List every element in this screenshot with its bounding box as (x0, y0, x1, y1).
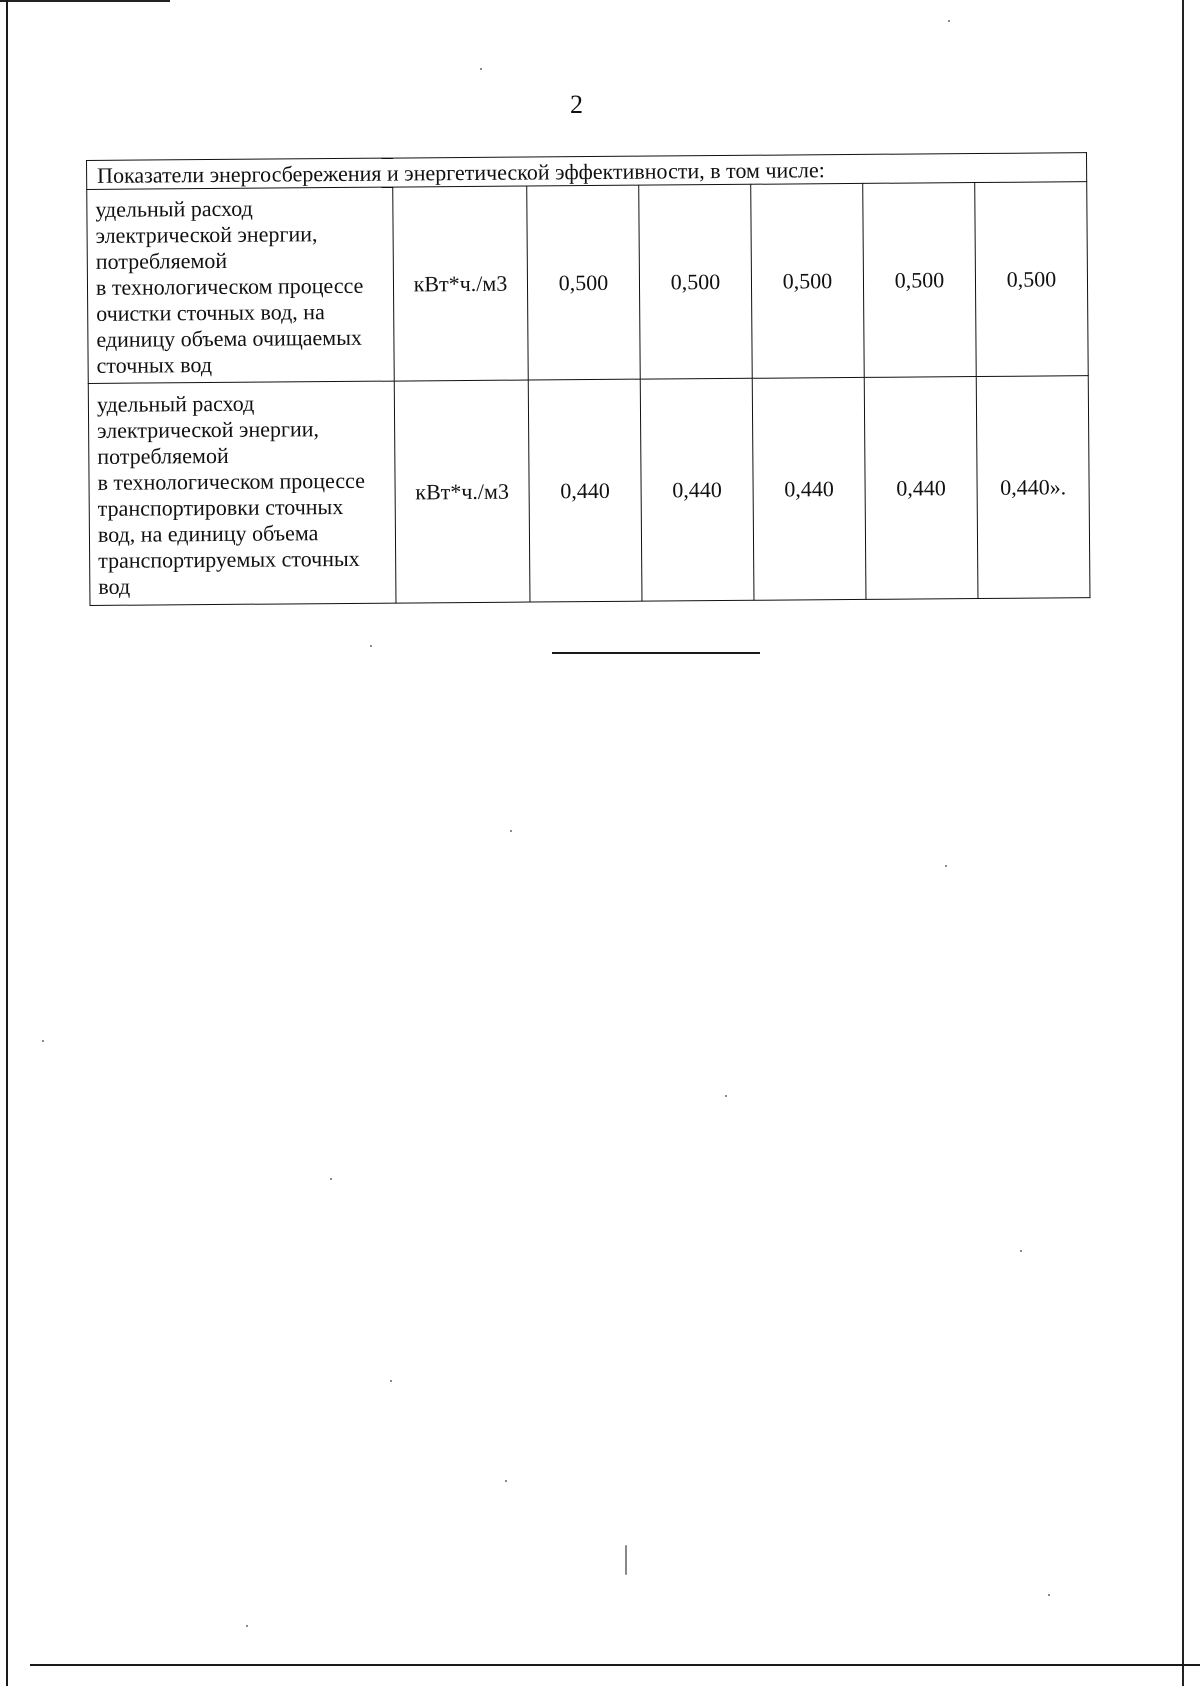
indicator-value: 0,500 (639, 184, 753, 379)
indicator-description: удельный расход электрической энергии, потребляемой в технологическом процессе транспортировки сточных вод, на единицу объема транспортируемых сточных вод (88, 381, 396, 605)
page-number: 2 (570, 90, 583, 119)
scan-speck (370, 645, 372, 647)
indicator-value: 0,500 (863, 183, 977, 378)
end-separator-line (552, 652, 760, 654)
scan-speck (1048, 1594, 1050, 1596)
scan-speck (42, 1040, 44, 1042)
indicator-value: 0,440 (528, 379, 642, 602)
table-row (87, 182, 1089, 384)
indicator-value: 0,440». (976, 376, 1090, 599)
scan-speck (480, 68, 482, 70)
scan-speck (246, 1625, 248, 1627)
indicator-value: 0,440 (864, 377, 978, 600)
scan-speck (390, 1380, 392, 1382)
indicator-value: 0,500 (751, 183, 865, 378)
indicator-unit: кВт*ч./м3 (393, 186, 529, 381)
indicator-unit: кВт*ч./м3 (394, 380, 530, 603)
indicator-value: 0,500 (527, 185, 641, 380)
page-right-edge (1182, 0, 1184, 1686)
scan-speck (330, 1178, 332, 1180)
scan-speck (1020, 1250, 1022, 1252)
indicator-value: 0,440 (752, 377, 866, 600)
page-left-edge (6, 0, 8, 1686)
indicators-table-container (86, 152, 1089, 606)
scan-speck (945, 865, 947, 867)
scan-speck (948, 20, 950, 22)
indicator-description: удельный расход электрической энергии, потребляемой в технологическом процессе очистки сточных вод, на единицу объема очищаемых сточных вод (87, 187, 395, 383)
scan-speck (505, 1480, 507, 1482)
indicator-value: 0,440 (640, 378, 754, 601)
table-header: Показатели энергосбережения и энергетической эффективности, в том числе: (87, 153, 1087, 190)
indicators-table (86, 152, 1091, 606)
page-top-edge (0, 0, 170, 2)
scan-speck (510, 830, 512, 832)
page-bottom-edge (30, 1664, 1200, 1666)
table-row (88, 376, 1090, 606)
scan-speck (625, 1545, 627, 1575)
indicator-value: 0,500 (975, 182, 1089, 377)
scan-speck (725, 1095, 727, 1097)
